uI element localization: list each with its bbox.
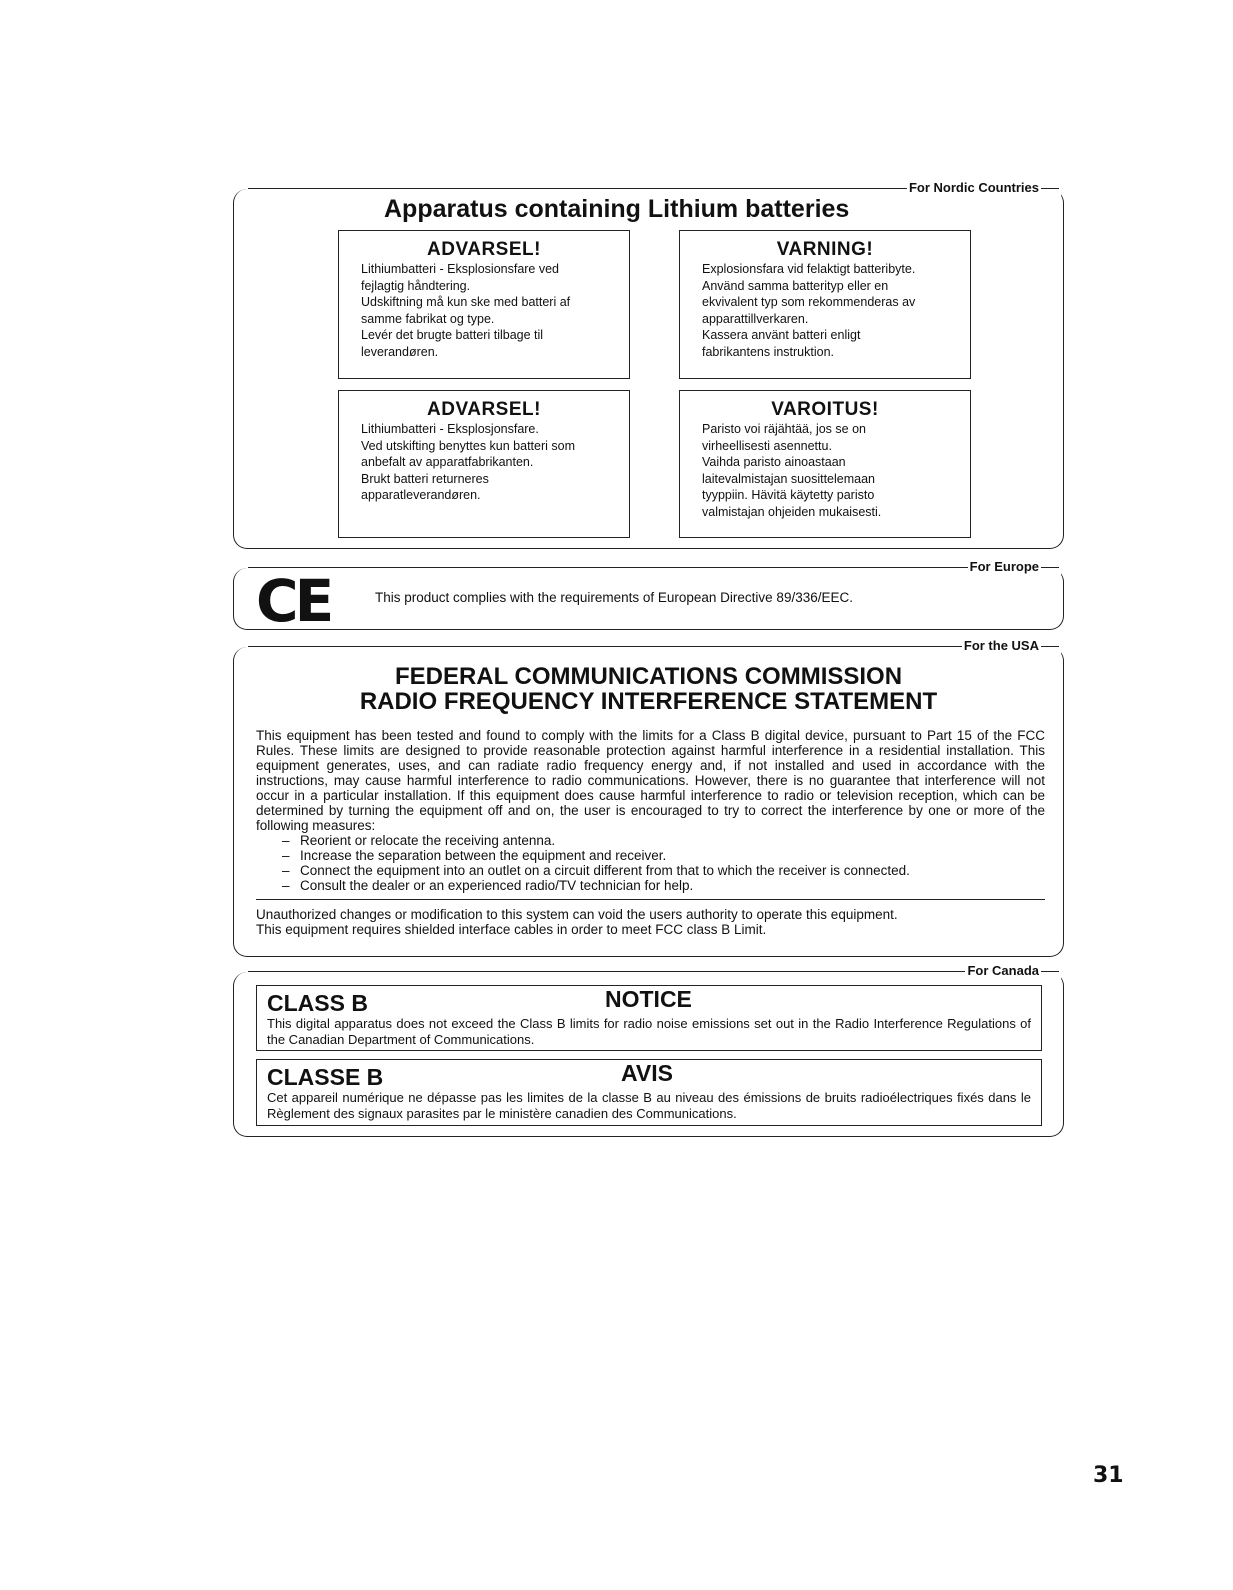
fcc-footer-line: Unauthorized changes or modification to this system can void the users authority to operate this equipment. <box>256 907 898 922</box>
measure-item: – Connect the equipment into an outlet on a circuit different from that to which the receiver is connected. <box>256 863 1045 878</box>
warning-box-swedish <box>679 230 971 379</box>
warning-line: Ved utskifting benyttes kun batteri som <box>361 438 576 453</box>
warning-box-finnish <box>679 390 971 538</box>
fcc-title-line-2: RADIO FREQUENCY INTERFERENCE STATEMENT <box>359 688 938 715</box>
warning-line: Lithiumbatteri - Eksplosjonsfare. <box>361 422 539 436</box>
warning-line: leverandøren. <box>361 344 439 359</box>
warning-line: Udskiftning må kun ske med batteri af <box>361 295 571 309</box>
warning-line: laitevalmistajan suosittelemaan <box>702 471 876 486</box>
notice-heading: NOTICE <box>605 986 692 1012</box>
europe-region-label: For Europe <box>968 559 1061 575</box>
warning-line: anbefalt av apparatfabrikanten. <box>361 455 534 469</box>
warning-line: apparatleverandøren. <box>361 488 481 502</box>
warning-title: VAROITUS! <box>771 399 879 420</box>
warning-line: Kassera använt batteri enligt <box>702 328 861 342</box>
warning-title: VARNING! <box>776 239 874 260</box>
usa-section <box>233 638 1064 957</box>
warning-title: ADVARSEL! <box>427 239 541 260</box>
warning-line: Vaihda paristo ainoastaan <box>702 455 846 469</box>
nordic-section <box>233 180 1064 549</box>
canada-notice-box <box>256 985 1042 1051</box>
warning-title: ADVARSEL! <box>427 399 541 420</box>
fcc-title-line-1: FEDERAL COMMUNICATIONS COMMISSION <box>394 663 903 690</box>
nordic-region-label: For Nordic Countries <box>907 180 1061 196</box>
warning-line: Brukt batteri returneres <box>361 471 489 486</box>
canada-avis-box <box>256 1059 1042 1126</box>
canada-region-label: For Canada <box>965 963 1061 979</box>
warning-line: virheellisesti asennettu. <box>702 438 832 453</box>
warning-line: ekvivalent typ som rekommenderas av <box>702 295 916 309</box>
canada-avis-header <box>267 1062 1031 1090</box>
warning-box-danish <box>338 230 630 379</box>
warning-line: samme fabrikat og type. <box>361 311 495 326</box>
page-number: 31 <box>1093 1463 1124 1488</box>
warning-box-norwegian <box>338 390 630 538</box>
fcc-body <box>256 728 1045 937</box>
canada-section <box>233 963 1064 1137</box>
warning-line: tyyppiin. Hävitä käytetty paristo <box>702 488 875 502</box>
warning-line: Explosionsfara vid felaktigt batteribyte. <box>702 262 916 276</box>
measure-item: – Reorient or relocate the receiving antenna. <box>256 833 1045 848</box>
avis-text: Cet appareil numérique ne dépasse pas les limites de la classe B au niveau des émissions de bruits radioélectriques fixés dans le Règlement des signaux parasites par le ministère canadien des Communications. <box>267 1090 1031 1121</box>
europe-section <box>233 559 1064 635</box>
warning-line: fabrikantens instruktion. <box>702 344 835 359</box>
europe-compliance-text: This product complies with the requirements of European Directive 89/336/EEC. <box>375 590 853 605</box>
warning-line: Levér det brugte batteri tilbage til <box>361 328 544 342</box>
measure-item: – Increase the separation between the equipment and receiver. <box>256 848 1045 863</box>
class-label: CLASS B <box>267 990 368 1016</box>
warning-line: Lithiumbatteri - Eksplosionsfare ved <box>361 262 560 276</box>
classe-label: CLASSE B <box>267 1064 384 1090</box>
warning-line: Använd samma batterityp eller en <box>702 278 889 293</box>
fcc-paragraph: This equipment has been tested and found to comply with the limits for a Class B digital device, pursuant to Part 15 of the FCC Rules. These limits are designed to provide reasonable protection against harmful interference in a residential installation. This equipment generates, uses, and can radiate radio frequency energy and, if not installed and used in accordance with the instructions, may cause harmful interference to radio communications. However, there is no guarantee that interference will not occur in a particular installation. If this equipment does cause harmful interference to radio or television reception, which can be determined by turning the equipment off and on, the user is encouraged to try to correct the interference by one or more of the following measures: <box>256 728 1045 833</box>
usa-region-label: For the USA <box>962 638 1061 654</box>
warning-line: fejlagtig håndtering. <box>361 278 471 293</box>
europe-top-rule <box>248 567 1049 568</box>
notice-text: This digital apparatus does not exceed the Class B limits for radio noise emissions set out in the Radio Interference Regulations of the Canadian Department of Communications. <box>267 1016 1031 1047</box>
warning-line: apparattillverkaren. <box>702 311 809 326</box>
usa-top-rule <box>248 646 1049 647</box>
warning-line: Paristo voi räjähtää, jos se on <box>702 422 866 436</box>
canada-top-rule <box>248 971 1049 972</box>
measure-item: – Consult the dealer or an experienced radio/TV technician for help. <box>256 878 1045 893</box>
canada-notice-header <box>267 988 1031 1016</box>
ce-mark-logo: CE <box>256 567 331 635</box>
avis-heading: AVIS <box>621 1060 673 1086</box>
fcc-footer-line: This equipment requires shielded interface cables in order to meet FCC class B Limit. <box>256 922 767 937</box>
nordic-title: Apparatus containing Lithium batteries <box>384 195 850 223</box>
fcc-divider <box>256 899 1045 900</box>
warning-line: valmistajan ohjeiden mukaisesti. <box>702 504 882 519</box>
